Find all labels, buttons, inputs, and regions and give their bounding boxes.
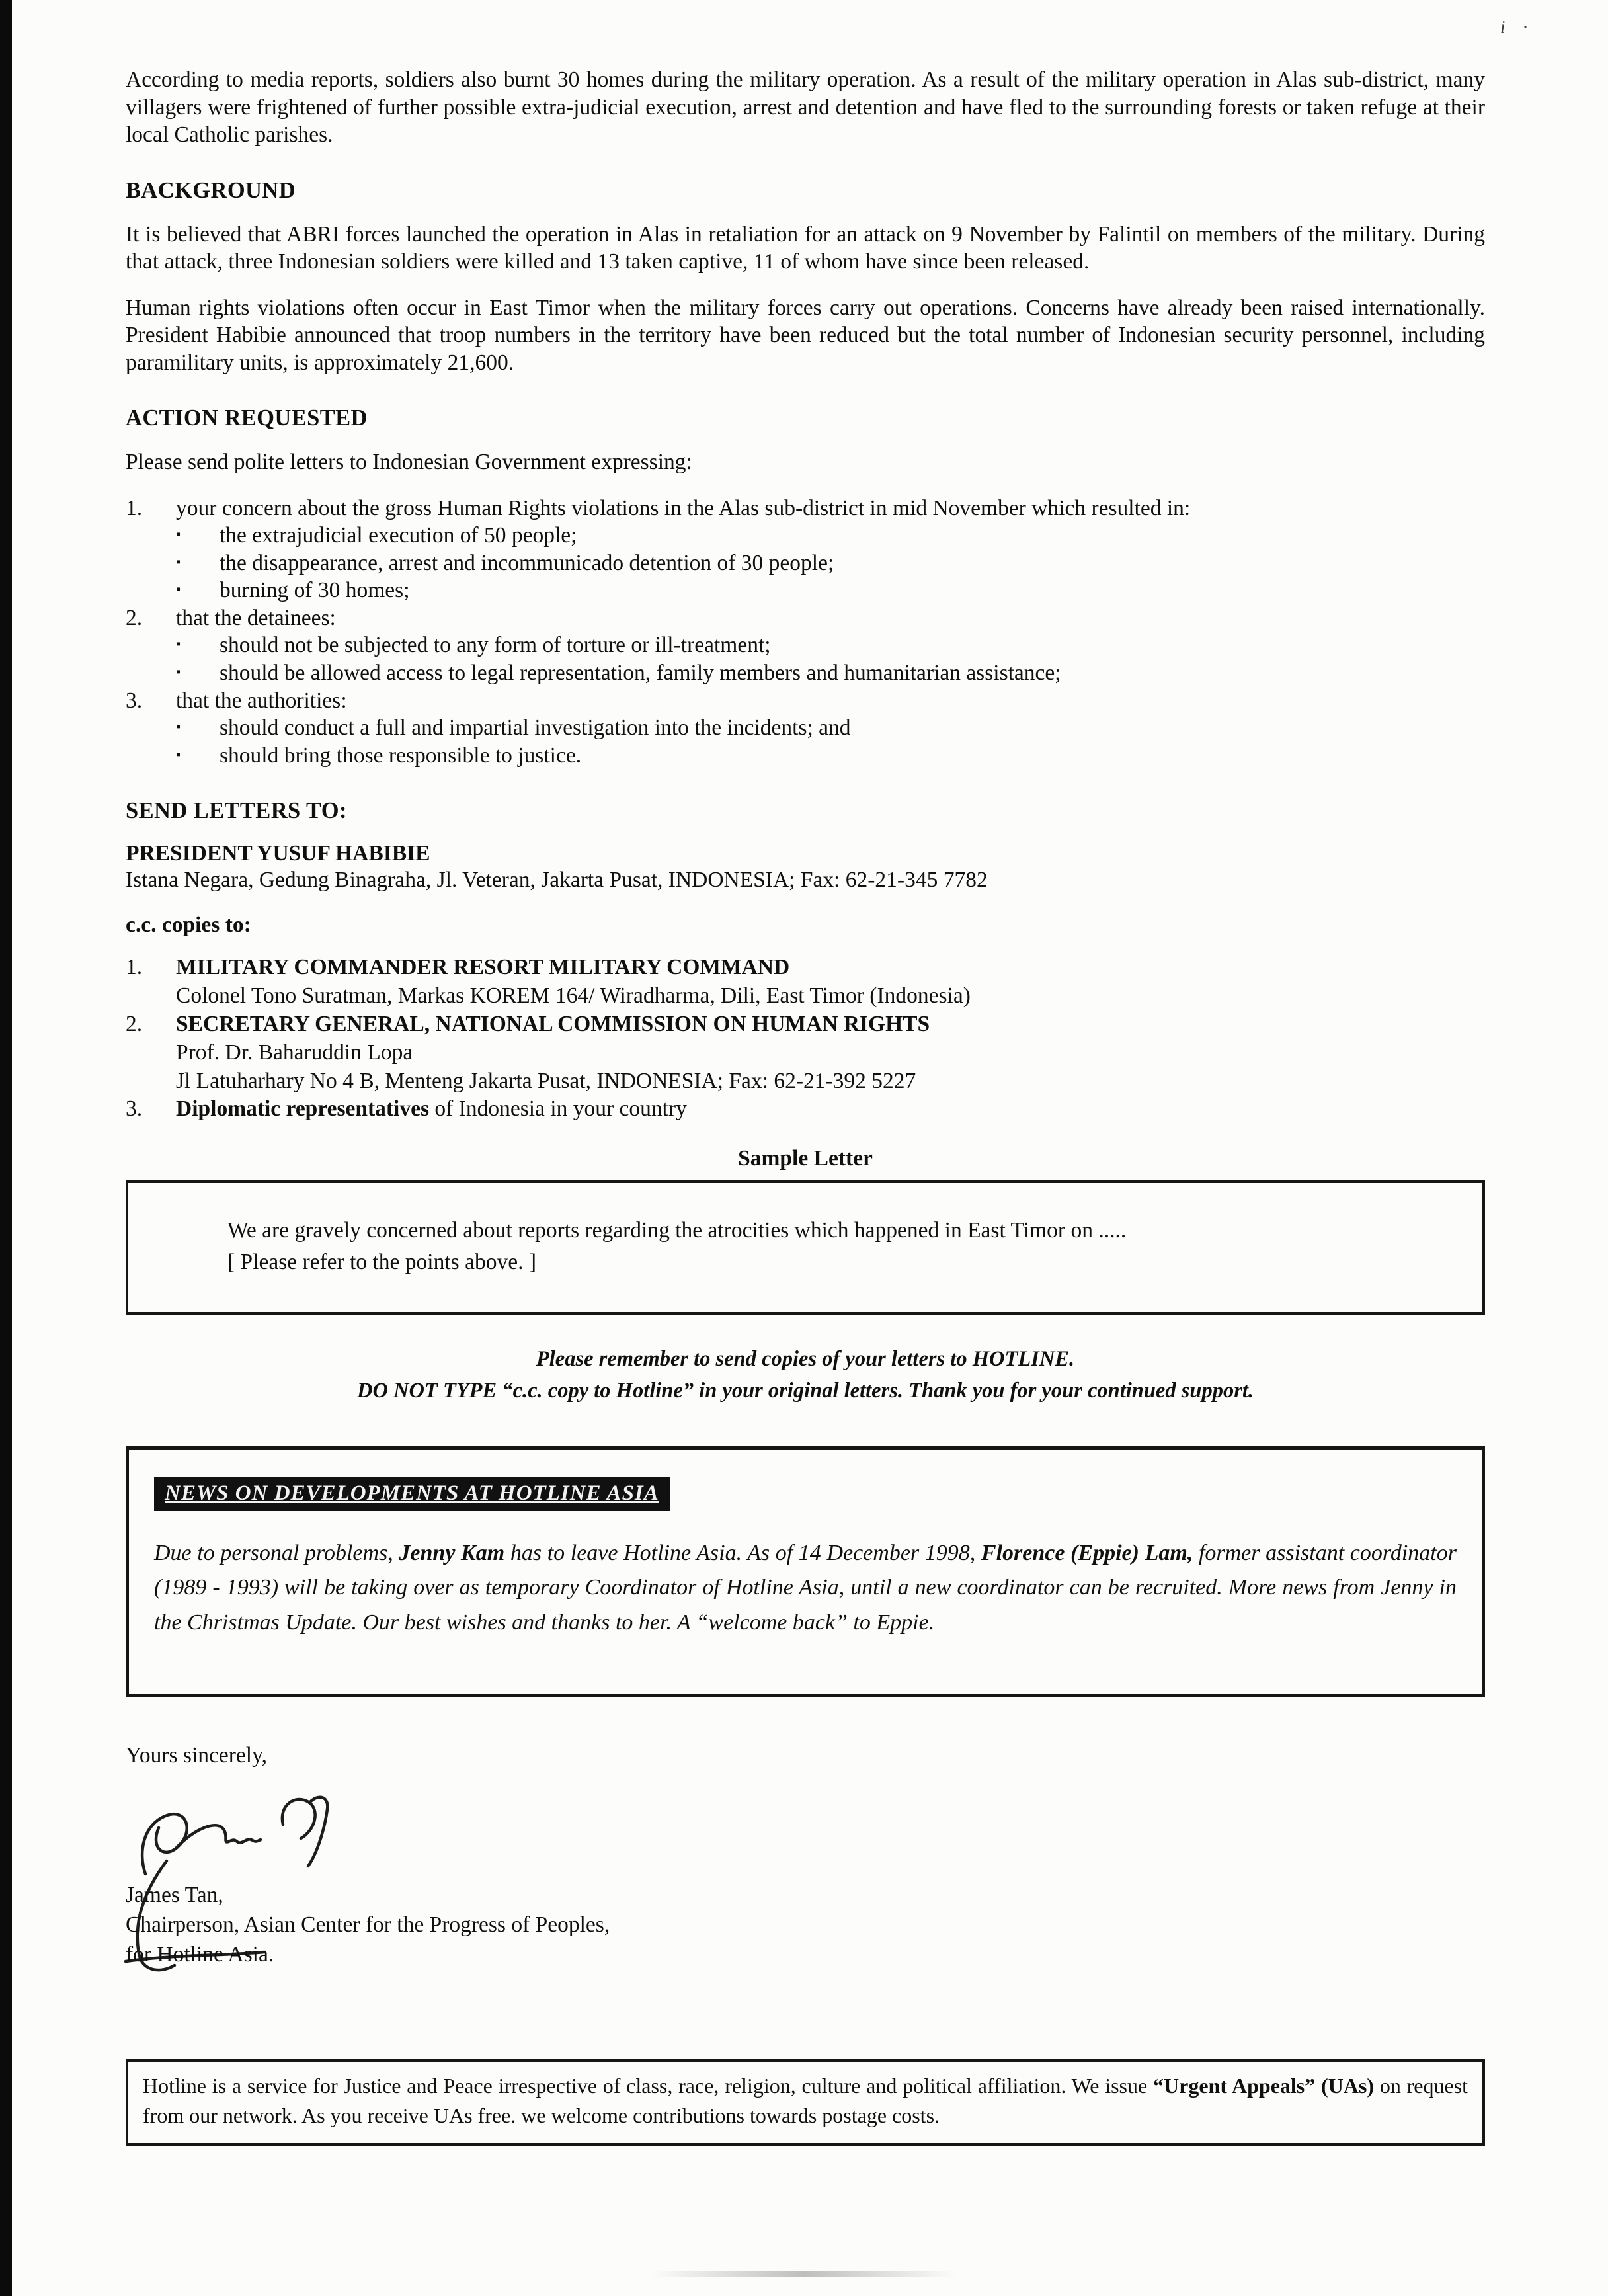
background-heading: BACKGROUND xyxy=(126,177,296,203)
bullet-text: should not be subjected to any form of torture or ill-treatment; xyxy=(220,633,771,658)
list-text: your concern about the gross Human Rights violations in the Alas sub-district in mid November which resulted in: xyxy=(176,495,1191,520)
bullet-text: the extrajudicial execution of 50 people; xyxy=(220,523,577,548)
action-requested-heading: ACTION REQUESTED xyxy=(126,405,368,431)
signature-block xyxy=(126,1788,1485,2006)
sample-letter-heading: Sample Letter xyxy=(738,1146,873,1171)
square-bullet-icon: ▪ xyxy=(176,719,181,735)
square-bullet-icon: ▪ xyxy=(176,747,181,762)
cc-item xyxy=(126,1010,1485,1096)
list-bullet xyxy=(126,714,1485,742)
signatory-org: for Hotline Asia. xyxy=(126,1942,274,1967)
cc-body xyxy=(176,1010,1485,1096)
cc-number: 1. xyxy=(126,955,143,980)
send-letters-heading: SEND LETTERS TO: xyxy=(126,798,347,824)
cc-line: of Indonesia in your country xyxy=(429,1096,687,1122)
footer-box xyxy=(126,2059,1485,2146)
intro-paragraph: According to media reports, soldiers also burnt 30 homes during the military operation. As a result of the military operation in Alas sub-district, many villagers were frightened of further possible extra-judicial execution, arrest and detention and have fled to the surrounding forests or taken refuge at their local Catholic parishes. xyxy=(126,67,1485,147)
footer-text: Hotline is a service for Justice and Peace irrespective of class, race, religion, culture and political affiliation. We issue xyxy=(143,2073,1154,2098)
list-item xyxy=(126,604,1485,632)
cc-body xyxy=(176,954,1485,1010)
square-bullet-icon: ▪ xyxy=(176,637,181,652)
square-bullet-icon: ▪ xyxy=(176,664,181,679)
list-item xyxy=(126,687,1485,715)
bullet-text: should be allowed access to legal representation, family members and humanitarian assistance; xyxy=(220,660,1061,685)
list-item xyxy=(126,495,1485,522)
cc-item xyxy=(126,954,1485,1010)
bullet-text: should bring those responsible to justice. xyxy=(220,743,582,768)
signatory-lines xyxy=(126,1881,610,1970)
scan-smudge-artifact xyxy=(652,2271,956,2277)
cc-line: Colonel Tono Suratman, Markas KOREM 164/ Wiradharma, Dili, East Timor (Indonesia) xyxy=(176,983,971,1008)
sample-letter-line: [ Please refer to the points above. ] xyxy=(227,1249,536,1274)
cc-line: Prof. Dr. Baharuddin Lopa xyxy=(176,1040,413,1065)
reminder-note xyxy=(126,1344,1485,1406)
list-number: 1. xyxy=(126,495,143,520)
list-bullet xyxy=(126,522,1485,550)
news-text: Due to personal problems, xyxy=(154,1540,399,1565)
scan-mark-artifact: i · xyxy=(1500,17,1534,37)
bullet-text: the disappearance, arrest and incommunicado detention of 30 people; xyxy=(220,550,834,575)
sample-letter-line: We are gravely concerned about reports regarding the atrocities which happened in East Timor on ..... xyxy=(227,1218,1127,1243)
scan-edge-artifact xyxy=(0,0,12,2296)
list-text: that the authorities: xyxy=(176,688,347,713)
list-text: that the detainees: xyxy=(176,605,336,630)
square-bullet-icon: ▪ xyxy=(176,554,181,569)
cc-number: 3. xyxy=(126,1096,143,1122)
list-number: 2. xyxy=(126,605,143,630)
cc-item xyxy=(126,1095,1485,1124)
square-bullet-icon: ▪ xyxy=(176,582,181,597)
cc-number: 2. xyxy=(126,1011,143,1036)
news-text: former assistant coordinator (1989 - 1993) will be taking over as temporary Coordinator of Hotline Asia, until a new coordinator can be recruited. More news from Jenny in the Christmas Update. Our best wishes and thanks to her. A “welcome back” to Eppie. xyxy=(154,1540,1457,1635)
salutation: Yours sincerely, xyxy=(126,1742,268,1768)
sample-letter-box xyxy=(126,1180,1485,1315)
cc-body xyxy=(176,1095,1485,1124)
list-bullet xyxy=(126,550,1485,577)
news-paragraph xyxy=(154,1536,1457,1641)
footer-bold-text: “Urgent Appeals” (UAs) xyxy=(1153,2073,1375,2098)
cc-title: MILITARY COMMANDER RESORT MILITARY COMMAND xyxy=(176,955,790,980)
list-bullet xyxy=(126,659,1485,687)
cc-title: Diplomatic representatives xyxy=(176,1096,430,1122)
list-bullet xyxy=(126,742,1485,770)
reminder-line: Please remember to send copies of your letters to HOTLINE. xyxy=(536,1347,1075,1372)
list-bullet xyxy=(126,577,1485,604)
recipient-address: Istana Negara, Gedung Binagraha, Jl. Veteran, Jakarta Pusat, INDONESIA; Fax: 62-21-345 7782 xyxy=(126,868,988,893)
news-bold-name: Florence (Eppie) Lam, xyxy=(981,1540,1193,1565)
cc-line: Jl Latuharhary No 4 B, Menteng Jakarta Pusat, INDONESIA; Fax: 62-21-392 5227 xyxy=(176,1068,916,1093)
signatory-title: Chairperson, Asian Center for the Progress of Peoples, xyxy=(126,1912,610,1937)
background-paragraph-2: Human rights violations often occur in East Timor when the military forces carry out operations. Concerns have already been raised internationally. President Habibie announced that troop numbers in the territory have been reduced but the total number of Indonesian security personnel, including paramilitary units, is approximately 21,600. xyxy=(126,295,1485,375)
news-bold-name: Jenny Kam xyxy=(399,1540,505,1565)
document-page xyxy=(126,66,1485,2146)
footer-text: on request from our network. As you receive UAs free. we welcome contributions towards postage costs. xyxy=(143,2073,1468,2128)
news-heading: NEWS ON DEVELOPMENTS AT HOTLINE ASIA xyxy=(154,1477,670,1511)
signatory-name: James Tan, xyxy=(126,1882,223,1907)
action-lead: Please send polite letters to Indonesian Government expressing: xyxy=(126,450,692,475)
news-text: has to leave Hotline Asia. As of 14 December 1998, xyxy=(504,1540,981,1565)
cc-heading: c.c. copies to: xyxy=(126,913,251,938)
bullet-text: burning of 30 homes; xyxy=(220,578,410,603)
news-box xyxy=(126,1446,1485,1697)
recipient-name: PRESIDENT YUSUF HABIBIE xyxy=(126,841,430,866)
list-bullet xyxy=(126,632,1485,659)
background-paragraph-1: It is believed that ABRI forces launched the operation in Alas in retaliation for an attack on 9 November by Falintil on members of the military. During that attack, three Indonesian soldiers were killed and 13 taken captive, 11 of whom have since been released. xyxy=(126,222,1485,274)
list-number: 3. xyxy=(126,688,143,713)
reminder-line: DO NOT TYPE “c.c. copy to Hotline” in your original letters. Thank you for your continued support. xyxy=(356,1378,1254,1403)
bullet-text: should conduct a full and impartial investigation into the incidents; and xyxy=(220,716,851,741)
cc-title: SECRETARY GENERAL, NATIONAL COMMISSION ON HUMAN RIGHTS xyxy=(176,1011,930,1036)
square-bullet-icon: ▪ xyxy=(176,527,181,542)
